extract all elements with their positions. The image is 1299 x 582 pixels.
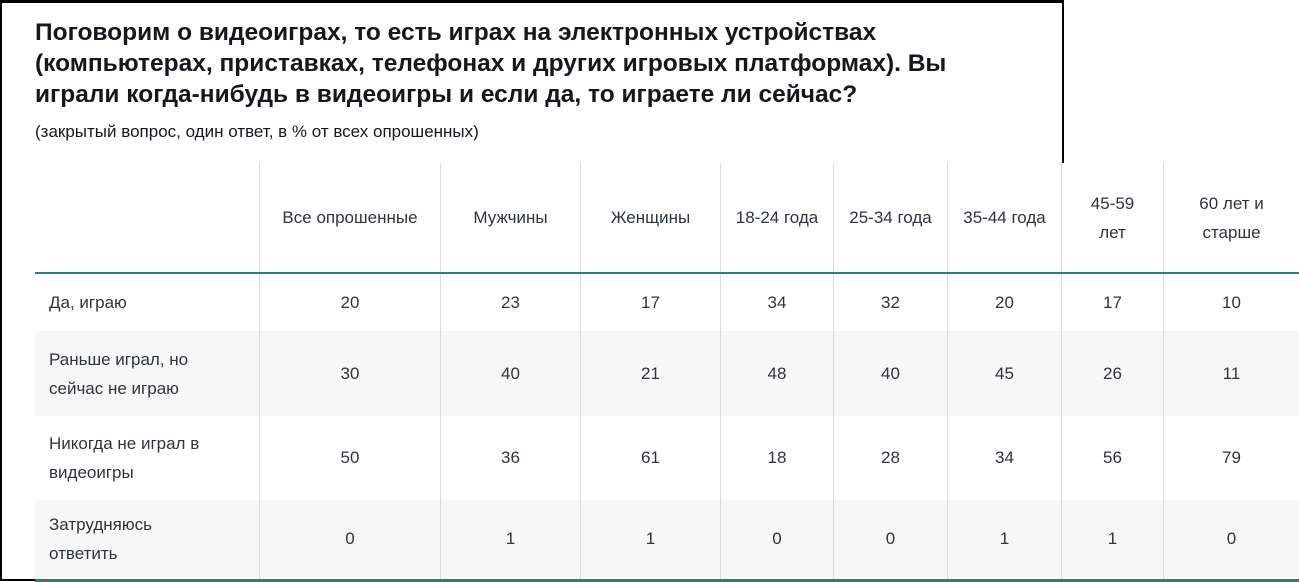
value-cell: 32 xyxy=(834,273,948,331)
value-cell: 20 xyxy=(260,273,441,331)
row-label: Да, играю xyxy=(35,273,260,331)
table-header xyxy=(35,163,1299,273)
table-row xyxy=(35,416,1299,500)
row-label: Никогда не играл в видеоигры xyxy=(35,416,260,500)
survey-result-page xyxy=(2,3,1062,582)
value-cell: 36 xyxy=(441,416,581,500)
table-body xyxy=(35,273,1299,580)
value-cell: 34 xyxy=(721,273,834,331)
table-row xyxy=(35,500,1299,580)
value-cell: 56 xyxy=(1062,416,1164,500)
value-cell: 17 xyxy=(581,273,721,331)
column-header: 18-24 года xyxy=(721,163,834,273)
value-cell: 48 xyxy=(721,331,834,416)
value-cell: 1 xyxy=(1062,500,1164,580)
value-cell: 11 xyxy=(1164,331,1299,416)
value-cell: 28 xyxy=(834,416,948,500)
column-header: 45-59 лет xyxy=(1062,163,1164,273)
corner-cell xyxy=(35,163,260,273)
value-cell: 0 xyxy=(721,500,834,580)
value-cell: 10 xyxy=(1164,273,1299,331)
column-header: Мужчины xyxy=(441,163,581,273)
column-header: 60 лет и старше xyxy=(1164,163,1299,273)
value-cell: 20 xyxy=(948,273,1062,331)
value-cell: 79 xyxy=(1164,416,1299,500)
table-row xyxy=(35,331,1299,416)
column-header: Женщины xyxy=(581,163,721,273)
row-label: Затрудняюсь ответить xyxy=(35,500,260,580)
value-cell: 1 xyxy=(581,500,721,580)
table-header-row xyxy=(35,163,1299,273)
value-cell: 45 xyxy=(948,331,1062,416)
value-cell: 0 xyxy=(1164,500,1299,580)
question-title: Поговорим о видеоиграх, то есть играх на электронных устройствах (компьютерах, приставках, телефонах и других игровых платформах). Вы играли когда-нибудь в видеоигры и если да, то играете ли сейчас? xyxy=(35,17,1035,110)
column-header: 25-34 года xyxy=(834,163,948,273)
value-cell: 23 xyxy=(441,273,581,331)
value-cell: 1 xyxy=(441,500,581,580)
value-cell: 1 xyxy=(948,500,1062,580)
value-cell: 17 xyxy=(1062,273,1164,331)
value-cell: 40 xyxy=(441,331,581,416)
value-cell: 50 xyxy=(260,416,441,500)
value-cell: 61 xyxy=(581,416,721,500)
survey-results-table xyxy=(35,163,1299,582)
value-cell: 40 xyxy=(834,331,948,416)
value-cell: 0 xyxy=(260,500,441,580)
column-header: 35-44 года xyxy=(948,163,1062,273)
value-cell: 26 xyxy=(1062,331,1164,416)
value-cell: 21 xyxy=(581,331,721,416)
value-cell: 34 xyxy=(948,416,1062,500)
value-cell: 18 xyxy=(721,416,834,500)
value-cell: 0 xyxy=(834,500,948,580)
row-label: Раньше играл, но сейчас не играю xyxy=(35,331,260,416)
value-cell: 30 xyxy=(260,331,441,416)
question-subtitle: (закрытый вопрос, один ответ, в % от всех опрошенных) xyxy=(35,121,1035,143)
column-header: Все опрошенные xyxy=(260,163,441,273)
table-row xyxy=(35,273,1299,331)
